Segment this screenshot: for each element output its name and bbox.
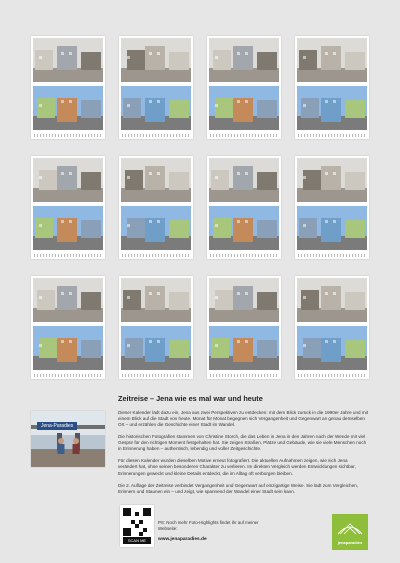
cover-photo: [31, 411, 105, 467]
current-photo: [121, 326, 191, 370]
ps-note: PS: Noch mehr Foto-Highlights findet ihr auf meiner Webseite:: [158, 520, 259, 531]
calendar-strip: [210, 134, 278, 137]
scan-me-label: SCAN ME: [123, 537, 151, 544]
historic-photo: [121, 158, 191, 202]
calendar-row: [31, 276, 369, 379]
calendar-strip: [210, 374, 278, 377]
calendar-strip: [34, 134, 102, 137]
description-block: [118, 394, 368, 501]
calendar-page: [207, 156, 281, 259]
historic-photo: [33, 38, 103, 82]
website-link[interactable]: www.jenaparadies.de: [158, 537, 207, 542]
calendar-strip: [298, 254, 366, 257]
historic-photo: [209, 278, 279, 322]
calendar-strip: [298, 134, 366, 137]
calendar-preview-grid: [31, 36, 369, 396]
current-photo: [209, 326, 279, 370]
calendar-page: [31, 156, 105, 259]
current-photo: [33, 326, 103, 370]
description-title: Zeitreise – Jena wie es mal war und heute: [118, 394, 263, 403]
calendar-page: [31, 276, 105, 379]
calendar-page: [295, 36, 369, 139]
calendar-strip: [122, 374, 190, 377]
historic-photo: [297, 278, 367, 322]
calendar-page: [119, 156, 193, 259]
current-photo: [33, 206, 103, 250]
current-photo: [33, 86, 103, 130]
current-photo: [297, 86, 367, 130]
calendar-strip: [34, 254, 102, 257]
description-paragraph-1: Dieser Kalender lädt dazu ein, Jena aus zwei Perspektiven zu entdecken: mit dem Blick zurück in die 1990er Jahre und mit einem Blick auf die Stadt von heute. Monat für Monat begegnen sich Vergangenheit und Gegenwart an genau demselben Ort – und erzählen die Geschichte einer Stadt im Wandel.: [118, 410, 368, 428]
calendar-page: [207, 276, 281, 379]
current-photo: [121, 206, 191, 250]
calendar-row: [31, 156, 369, 259]
calendar-page: [31, 36, 105, 139]
qr-code-card[interactable]: [120, 505, 154, 547]
historic-photo: [33, 278, 103, 322]
historic-photo: [121, 278, 191, 322]
calendar-page: [207, 36, 281, 139]
qr-code-icon: [123, 508, 151, 536]
cover-badge: Jena-Paradies: [37, 422, 77, 430]
description-paragraph-4: Die 2. Auflage der Zeitreise verbindet Vergangenheit und Gegenwart auf einzigartige Weise. Sie lädt zum Vergleichen, Erinnern und Staunen ein – und zeigt, wie spannend der Wandel einer Stadt sein kann.: [118, 482, 358, 494]
calendar-page: [119, 276, 193, 379]
current-photo: [297, 326, 367, 370]
current-photo: [121, 86, 191, 130]
calendar-strip: [34, 374, 102, 377]
cover-thumbnail: [31, 411, 105, 467]
current-photo: [209, 86, 279, 130]
description-paragraph-2: Die historischen Fotografien stammen von Christine Storch, die das Leben in Jena in den Jahren nach der Wende mit viel Gespür für den richtigen Moment festgehalten hat. Sie zeigen Straßen, Plätze und Gebäude, wie sie viele Menschen noch in Erinnerung haben – authentisch, lebendig und voller Zeitgeschichte.: [118, 434, 367, 452]
calendar-page: [295, 276, 369, 379]
calendar-page: [295, 156, 369, 259]
calendar-strip: [122, 134, 190, 137]
historic-photo: [209, 38, 279, 82]
calendar-strip: [122, 254, 190, 257]
historic-photo: [209, 158, 279, 202]
current-photo: [297, 206, 367, 250]
historic-photo: [297, 38, 367, 82]
historic-photo: [297, 158, 367, 202]
historic-photo: [33, 158, 103, 202]
calendar-row: [31, 36, 369, 139]
calendar-strip: [210, 254, 278, 257]
current-photo: [209, 206, 279, 250]
description-paragraph-3: Für diesen Kalender wurden dieselben Motive erneut fotografiert. Die aktuellen Aufnahmen zeigen, wie sich Jena verändert hat, ohne seinen besonderen Charakter zu verlieren. Im direkten Vergleich werden Entwicklungen sichtbar, Erinnerungen geweckt und kleine Details entdeckt, die im Alltag oft verborgen bleiben.: [118, 458, 356, 476]
calendar-page: [119, 36, 193, 139]
jenaparadies-logo: [332, 514, 368, 550]
logo-text: jenaparadies: [337, 540, 363, 545]
historic-photo: [121, 38, 191, 82]
calendar-strip: [298, 374, 366, 377]
